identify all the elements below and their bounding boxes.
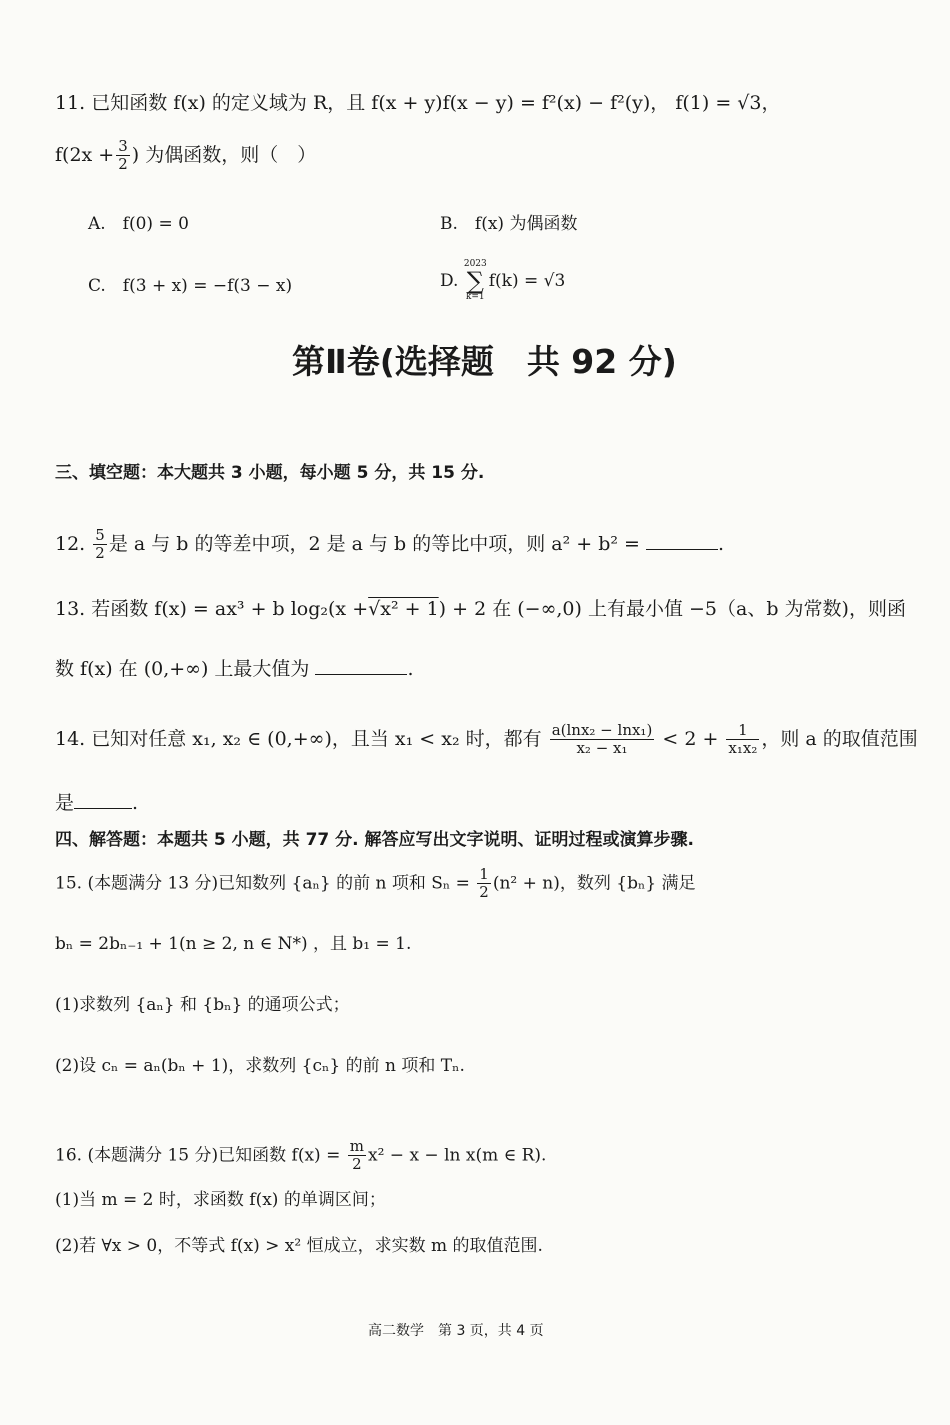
- q11-fraction: [116, 138, 130, 174]
- q12-period: .: [718, 532, 725, 555]
- q14-fraction-2: [726, 722, 759, 758]
- q12: [55, 527, 724, 563]
- q13-line1: [55, 598, 906, 621]
- q16-line1: [55, 1138, 546, 1174]
- q13-text-b: ) + 2 在 (−∞,0) 上有最小值 −5（a、b 为常数)，则函: [438, 598, 906, 620]
- q13-text-a: 13. 若函数 f(x) = ax³ + b log₂(x +: [55, 598, 369, 620]
- sum-lower-limit: k=1: [465, 292, 485, 302]
- q14-fraction-1: [550, 722, 655, 758]
- q15-text-b: (n² + n)，数列 {bₙ} 满足: [492, 873, 696, 894]
- q11-option-c: C. f(3 + x) = −f(3 − x): [88, 276, 293, 296]
- q14-text-a: 14. 已知对任意 x₁, x₂ ∈ (0,+∞)，且当 x₁ < x₂ 时，都有: [55, 727, 542, 750]
- q16-part2: (2)若 ∀x > 0，不等式 f(x) > x² 恒成立，求实数 m 的取值范围.: [55, 1236, 543, 1256]
- q11-stem-line1: 11. 已知函数 f(x) 的定义域为 R，且 f(x + y)f(x − y) = f²(x) − f²(y)， f(1) = √3，: [55, 92, 781, 114]
- q14-line2: [55, 792, 138, 815]
- q11-frac-num: 3: [118, 137, 128, 155]
- q11-option-b: B. f(x) 为偶函数: [440, 214, 578, 234]
- q16-frac-den: 2: [352, 1155, 362, 1174]
- q15-line2: bₙ = 2bₙ₋₁ + 1(n ≥ 2, n ∈ N*) ，且 b₁ = 1.: [55, 934, 412, 954]
- q14-text-b: ，则 a 的取值范围: [761, 727, 918, 750]
- q13-period: .: [407, 658, 414, 680]
- q16-part1: (1)当 m = 2 时，求函数 f(x) 的单调区间；: [55, 1190, 386, 1210]
- q11-frac-den: 2: [118, 155, 128, 174]
- q13-radical: √x² + 1: [368, 598, 439, 620]
- q11-option-d: [440, 260, 565, 302]
- q15-frac-den: 2: [479, 883, 489, 902]
- q11-option-d-expr: f(k) = √3: [488, 270, 566, 291]
- section-3-heading: 三、填空题：本大题共 3 小题，每小题 5 分，共 15 分.: [55, 463, 485, 483]
- q15-line1: [55, 866, 696, 902]
- q15-fraction: [477, 866, 491, 902]
- q13-answer-blank[interactable]: [315, 660, 407, 675]
- q15-part2: (2)设 cₙ = aₙ(bₙ + 1)，求数列 {cₙ} 的前 n 项和 Tₙ.: [55, 1056, 465, 1076]
- q14-frac2-num: 1: [726, 722, 759, 740]
- q12-frac-den: 2: [95, 544, 105, 563]
- section-ii-title: 第Ⅱ卷(选择题 共 92 分): [292, 342, 677, 381]
- q15-part1: (1)求数列 {aₙ} 和 {bₙ} 的通项公式；: [55, 995, 350, 1015]
- q13-line2-text: 数 f(x) 在 (0,+∞) 上最大值为: [55, 658, 310, 680]
- q14-frac1-num: a(lnx₂ − lnx₁): [551, 721, 653, 739]
- q15-text-a: 15. (本题满分 13 分)已知数列 {aₙ} 的前 n 项和 Sₙ =: [55, 873, 470, 894]
- summation-symbol: [464, 260, 487, 302]
- q15-frac-num: 1: [479, 865, 489, 883]
- q14-mid: < 2 +: [662, 727, 719, 750]
- q11-stem-line2: [55, 138, 316, 174]
- q11-option-a: A. f(0) = 0: [88, 214, 189, 234]
- q16-text-a: 16. (本题满分 15 分)已知函数 f(x) =: [55, 1145, 341, 1166]
- q11-line2-post: ) 为偶函数，则（ ）: [131, 143, 317, 166]
- q14-period: .: [132, 792, 139, 814]
- sigma-glyph: ∑: [466, 267, 484, 295]
- q12-fraction: [93, 527, 107, 563]
- q14-answer-blank[interactable]: [74, 794, 132, 809]
- q16-frac-num: m: [349, 1137, 364, 1155]
- q14-line2-text: 是: [55, 792, 75, 814]
- section-4-heading: 四、解答题：本题共 5 小题，共 77 分. 解答应写出文字说明、证明过程或演算步骤.: [55, 830, 694, 850]
- sum-upper-limit: 2023: [463, 259, 487, 269]
- q14-frac1-den: x₂ − x₁: [576, 739, 628, 758]
- q13-line2: [55, 658, 414, 681]
- q12-text: 是 a 与 b 的等差中项，2 是 a 与 b 的等比中项，则 a² + b² =: [108, 532, 640, 555]
- q11-line2-pre: f(2x +: [55, 143, 115, 166]
- q12-answer-blank[interactable]: [646, 535, 718, 550]
- page-footer: 高二数学 第 3 页，共 4 页: [368, 1323, 544, 1339]
- q14-frac2-den: x₁x₂: [728, 739, 758, 758]
- q11-option-d-label: D.: [440, 270, 459, 291]
- q12-frac-num: 5: [95, 526, 105, 544]
- q16-text-b: x² − x − ln x(m ∈ R).: [367, 1145, 547, 1166]
- q14-line1: [55, 722, 918, 758]
- q16-fraction: [348, 1138, 366, 1174]
- q12-number: 12.: [55, 532, 86, 555]
